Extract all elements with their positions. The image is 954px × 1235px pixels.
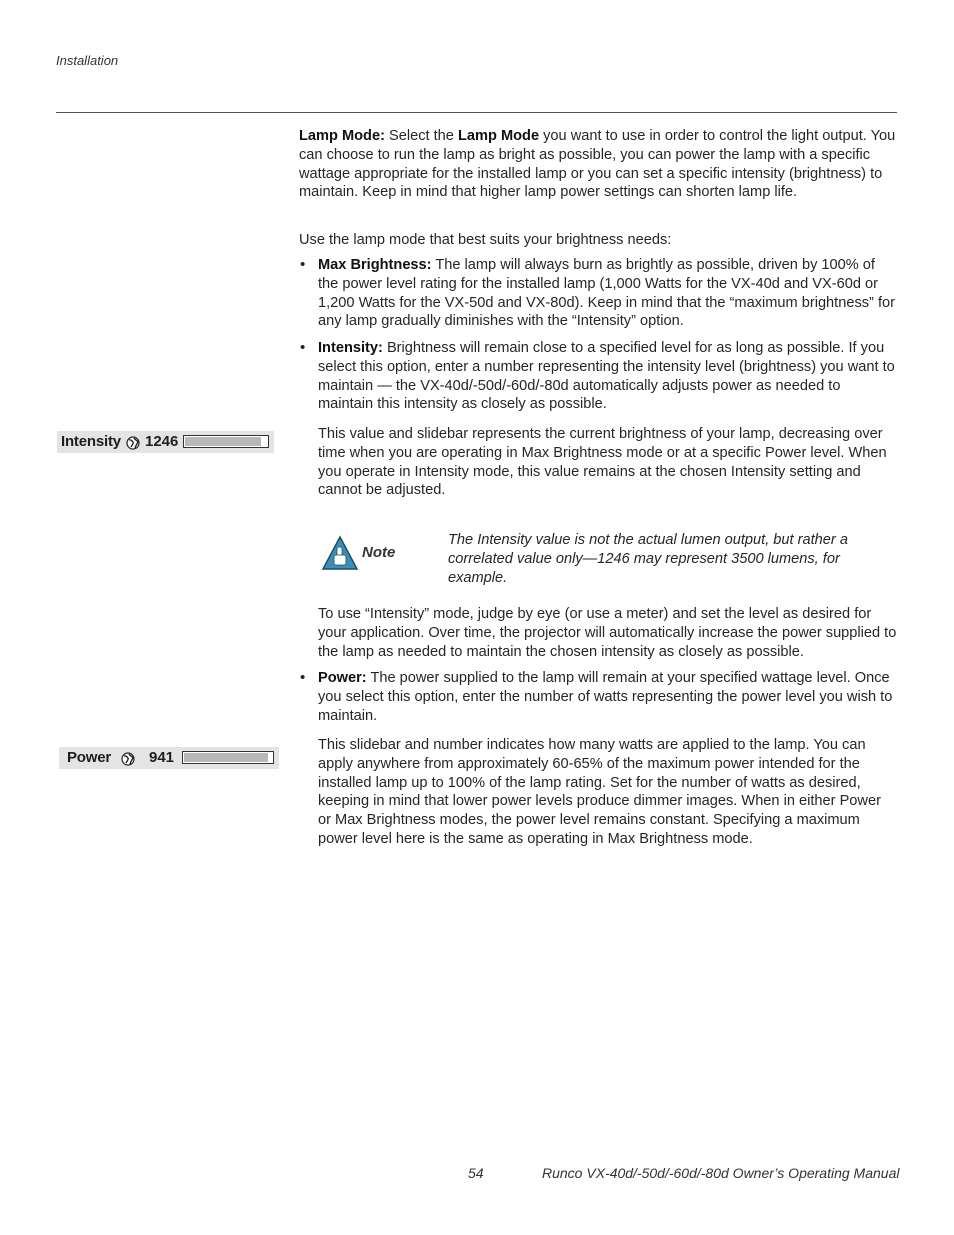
- power-widget-label: Power: [67, 749, 112, 766]
- max-brightness-text: The lamp will always burn as brightly as possible, driven by 100% of the power level rating for the installed lamp (1,000 Watts for the VX-40d and VX-60d or 1,200 Watts for the VX-50d and VX-80d). Keep in mind that the “maximum brightness” for any lamp gradually diminishes with the “Intensity” option.: [318, 257, 896, 330]
- globe-icon: [126, 436, 140, 450]
- power-widget: [59, 747, 279, 769]
- max-brightness-term: Max Brightness:: [318, 257, 432, 273]
- lamp-mode-text-b: you want to use in order to control the light output. You can choose to run the lamp as bright as possible, you can power the lamp with a specific wattage appropriate for the installed lamp or you can set a specific intensity (brightness) to maintain. Keep in mind that higher lamp power settings can shorten lamp life.: [299, 128, 896, 201]
- power-widget-value: 941: [149, 749, 175, 766]
- intensity-description: This value and slidebar represents the current brightness of your lamp, decreasing over time when you are operating in Max Brightness mode or at a specific Power level. When you operate in Intensity mode, this value remains at the chosen Intensity setting and cannot be adjusted.: [318, 426, 887, 499]
- power-description: This slidebar and number indicates how many watts are applied to the lamp. You can apply anywhere from approximately 60-65% of the maximum power intended for the installed lamp up to 100% of the lamp rating. Set for the number of watts as desired, keeping in mind that lower power levels produce dimmer images. When in either Power or Max Brightness modes, the power level remains constant. Specifying a maximum power level here is the same as operating in Max Brightness mode.: [318, 737, 881, 847]
- bullet-marker: •: [300, 256, 306, 273]
- intensity-text: Brightness will remain close to a specified level for as long as possible. If you select this option, enter a number representing the intensity level (brightness) you want to maintain — the VX-40d/-50d/-60d/-80d automatically adjusts power as needed to maintain this intensity as closely as possible.: [318, 340, 895, 413]
- intensity-item: [318, 339, 897, 414]
- header-rule: [56, 112, 897, 113]
- globe-icon: [121, 752, 135, 766]
- page-number: 54: [468, 1165, 484, 1181]
- running-header: Installation: [56, 53, 119, 68]
- max-brightness-item: [318, 256, 897, 331]
- bullet-marker: •: [300, 669, 306, 686]
- power-slider-fill: [184, 753, 268, 762]
- power-item: [318, 669, 897, 725]
- intro-paragraph: Use the lamp mode that best suits your brightness needs:: [299, 232, 672, 248]
- intensity-widget-value: 1246: [145, 433, 179, 450]
- bullet-marker: •: [300, 339, 306, 356]
- lamp-mode-text-a: Select the: [389, 128, 454, 144]
- intensity-widget-label: Intensity: [61, 433, 121, 450]
- power-term: Power:: [318, 670, 367, 686]
- lamp-mode-term2: Lamp Mode: [457, 128, 540, 144]
- intensity-slider-fill: [185, 437, 261, 446]
- note-pointing-hand-icon: [321, 535, 359, 571]
- intensity-slider[interactable]: [183, 435, 269, 448]
- intensity-term: Intensity:: [318, 340, 383, 356]
- note-label: Note: [362, 544, 396, 561]
- power-slider[interactable]: [182, 751, 274, 764]
- lamp-mode-term: Lamp Mode:: [299, 128, 385, 144]
- intensity-usage-paragraph: To use “Intensity” mode, judge by eye (or use a meter) and set the level as desired for your application. Over time, the projector will automatically increase the power supplied to the lamp as needed to maintain the chosen intensity as closely as possible.: [318, 606, 897, 660]
- intensity-widget: [57, 431, 274, 453]
- lamp-mode-paragraph: [299, 127, 897, 202]
- note-text: The Intensity value is not the actual lumen output, but rather a correlated value only—1246 may represent 3500 lumens, for example.: [448, 532, 848, 586]
- manual-title: Runco VX-40d/-50d/-60d/-80d Owner’s Operating Manual: [542, 1165, 900, 1181]
- power-text: The power supplied to the lamp will remain at your specified wattage level. Once you select this option, enter the number of watts representing the power level you wish to maintain.: [318, 670, 893, 724]
